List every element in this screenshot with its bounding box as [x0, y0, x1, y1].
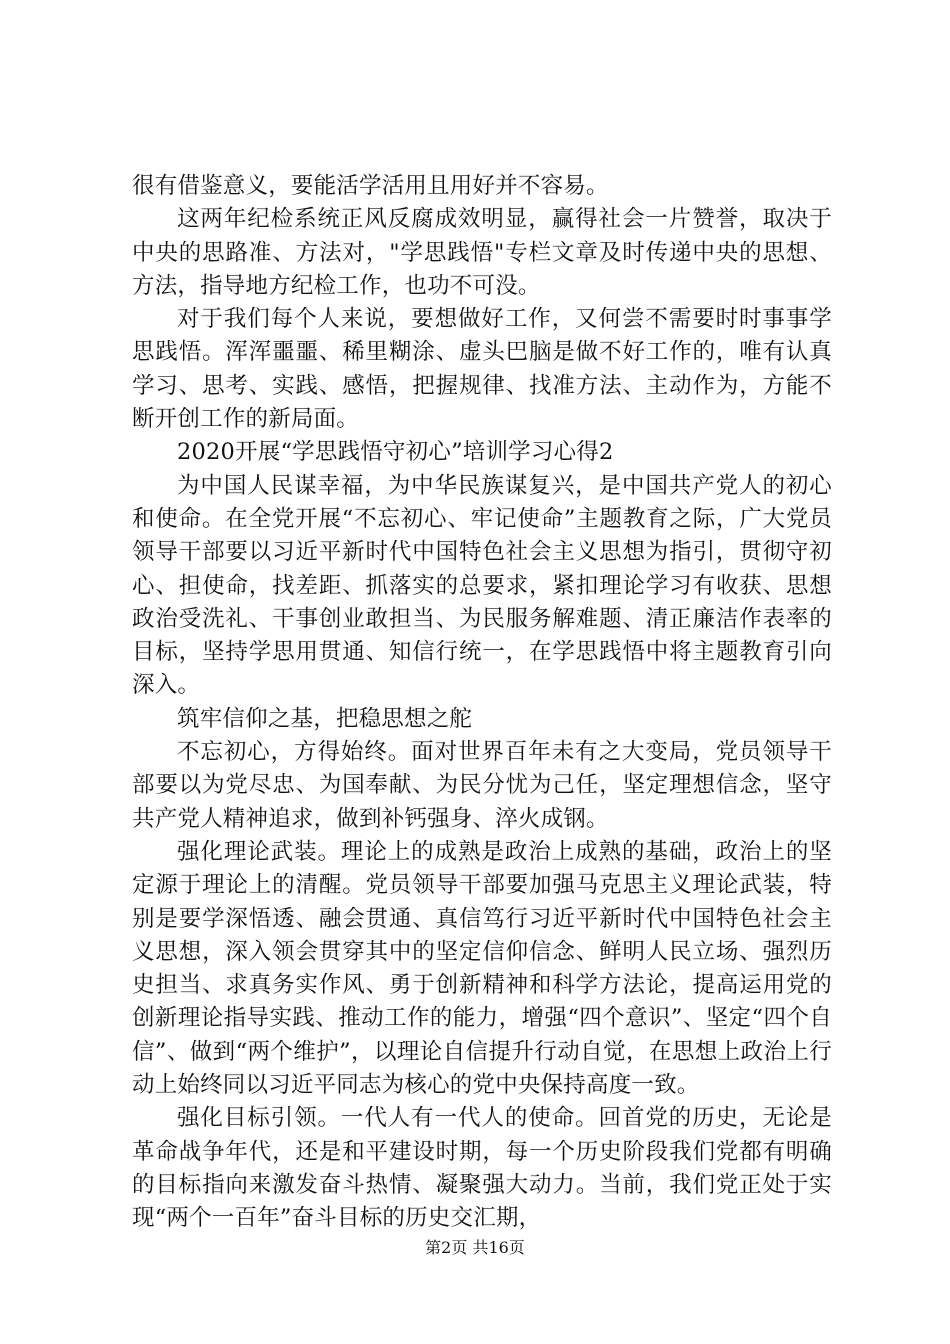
paragraph: 对于我们每个人来说，要想做好工作，又何尝不需要时时事事学思践悟。浑浑噩噩、稀里糊涂、虚头巴脑是做不好工作的，唯有认真学习、思考、实践、感悟，把握规律、找准方法、主动作为，方能不断开创工作的新局面。: [132, 306, 832, 433]
paragraph: 强化理论武装。理论上的成熟是政治上成熟的基础，政治上的坚定源于理论上的清醒。党员领导干部要加强马克思主义理论武装，特别是要学深悟透、融会贯通、真信笃行习近平新时代中国特色社会主义思想，深入领会贯穿其中的坚定信仰信念、鲜明人民立场、强烈历史担当、求真务实作风、勇于创新精神和科学方法论，提高运用党的创新理论指导实践、推动工作的能力，增强“四个意识”、坚定“四个自信”、做到“两个维护”，以理论自信提升行动自觉，在思想上政治上行动上始终同以习近平同志为核心的党中央保持高度一致。: [132, 838, 832, 1099]
document-body: [132, 170, 832, 1236]
paragraph: 强化目标引领。一代人有一代人的使命。回首党的历史，无论是革命战争年代，还是和平建设时期，每一个历史阶段我们党都有明确的目标指向来激发奋斗热情、凝聚强大动力。当前，我们党正处于实现“两个一百年”奋斗目标的历史交汇期，: [132, 1105, 832, 1232]
paragraph: 很有借鉴意义，要能活学活用且用好并不容易。: [132, 173, 609, 199]
section-heading: 2020开展“学思践悟守初心”培训学习心得2: [177, 439, 614, 466]
paragraph: 不忘初心，方得始终。面对世界百年未有之大变局，党员领导干部要以为党尽忠、为国奉献、为民分忧为己任，坚定理想信念，坚守共产党人精神追求，做到补钙强身、淬火成钢。: [132, 739, 832, 832]
page-number: 第2页 共16页: [425, 1238, 525, 1257]
subsection-heading: 筑牢信仰之基，把稳思想之舵: [177, 705, 473, 732]
paragraph: 为中国人民谋幸福，为中华民族谋复兴，是中国共产党人的初心和使命。在全党开展“不忘初心、牢记使命”主题教育之际，广大党员领导干部要以习近平新时代中国特色社会主义思想为指引，贯彻守初心、担使命，找差距、抓落实的总要求，紧扣理论学习有收获、思想政治受洗礼、干事创业敢担当、为民服务解难题、清正廉洁作表率的目标，坚持学思用贯通、知信行统一，在学思践悟中将主题教育引向深入。: [132, 472, 832, 699]
page-footer: [0, 1237, 950, 1259]
paragraph: 这两年纪检系统正风反腐成效明显，赢得社会一片赞誉，取决于中央的思路准、方法对，"学思践悟"专栏文章及时传递中央的思想、方法，指导地方纪检工作，也功不可没。: [132, 206, 832, 299]
